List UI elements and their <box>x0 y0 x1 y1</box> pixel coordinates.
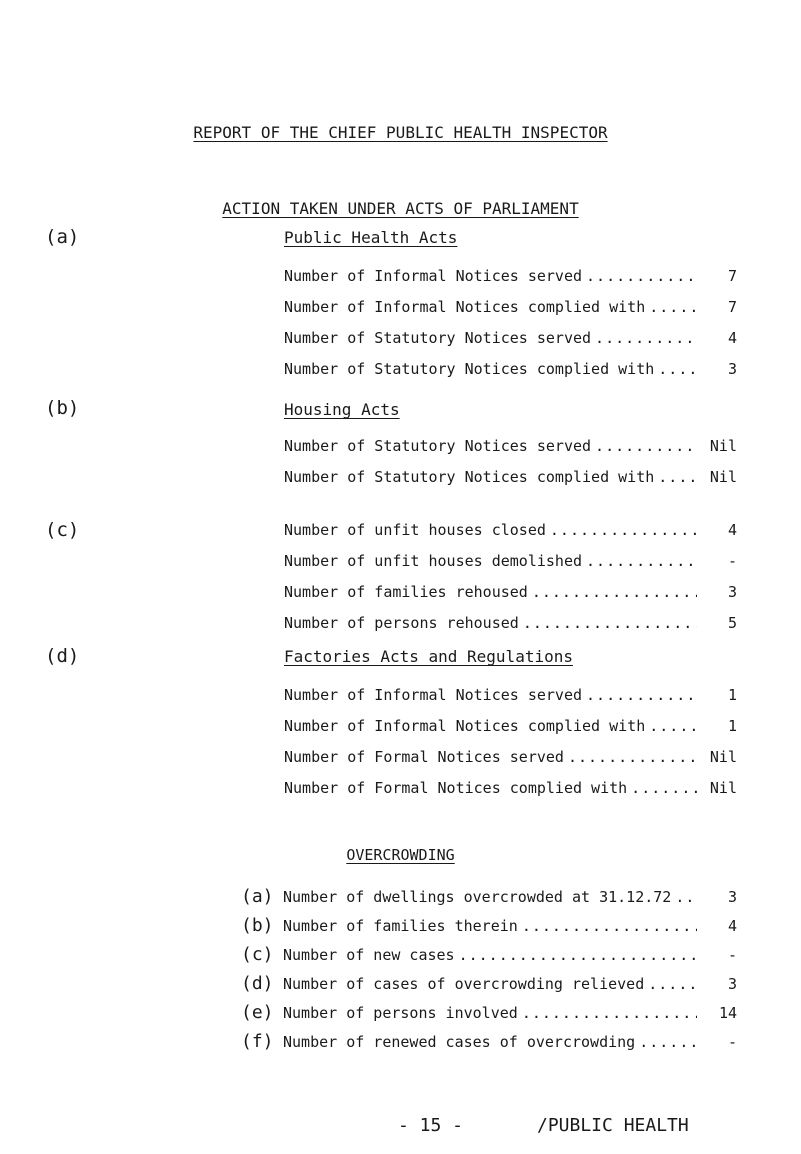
list-item: Number of unfit houses demolished ..... - <box>284 552 737 570</box>
list-item: Number of Formal Notices served ..... Nil <box>284 748 737 766</box>
section-heading: Public Health Acts <box>284 228 458 247</box>
section-heading: Factories Acts and Regulations <box>284 647 573 666</box>
section-letter: (c) <box>45 519 80 541</box>
page-number: - 15 - <box>398 1115 464 1136</box>
list-item: (b) Number of families therein ..... 4 <box>241 915 737 936</box>
list-item: (d) Number of cases of overcrowding relieved ..... 3 <box>241 973 737 994</box>
list-item: Number of unfit houses closed ..... 4 <box>284 521 737 539</box>
section-letter: (b) <box>45 397 80 419</box>
list-item: (a) Number of dwellings overcrowded at 31.12.72 ..... 3 <box>241 886 737 907</box>
section-letter: (d) <box>45 645 80 667</box>
list-item: Number of Formal Notices complied with ..... Nil <box>284 779 737 797</box>
section-heading: Housing Acts <box>284 400 400 419</box>
list-item: Number of Informal Notices complied with ..... 7 <box>284 298 737 316</box>
list-item: Number of Statutory Notices complied with ..... Nil <box>284 468 737 486</box>
report-subtitle: ACTION TAKEN UNDER ACTS OF PARLIAMENT <box>222 199 579 218</box>
list-item: Number of Informal Notices served ..... 1 <box>284 686 737 704</box>
list-item: Number of Informal Notices complied with ..... 1 <box>284 717 737 735</box>
list-item: (f) Number of renewed cases of overcrowding ..... - <box>241 1031 737 1052</box>
list-item: (e) Number of persons involved ..... 14 <box>241 1002 737 1023</box>
list-item: Number of Statutory Notices served ..... Nil <box>284 437 737 455</box>
report-title: REPORT OF THE CHIEF PUBLIC HEALTH INSPECTOR <box>193 123 608 142</box>
list-item: Number of persons rehoused ..... 5 <box>284 614 737 632</box>
list-item: Number of Statutory Notices complied with ..... 3 <box>284 360 737 378</box>
section-letter: (a) <box>45 226 80 248</box>
continuation-text: /PUBLIC HEALTH <box>537 1115 689 1136</box>
list-item: Number of families rehoused ..... 3 <box>284 583 737 601</box>
section-heading: OVERCROWDING <box>346 846 455 864</box>
list-item: (c) Number of new cases ..... - <box>241 944 737 965</box>
list-item: Number of Statutory Notices served ..... 4 <box>284 329 737 347</box>
list-item: Number of Informal Notices served ..... 7 <box>284 267 737 285</box>
